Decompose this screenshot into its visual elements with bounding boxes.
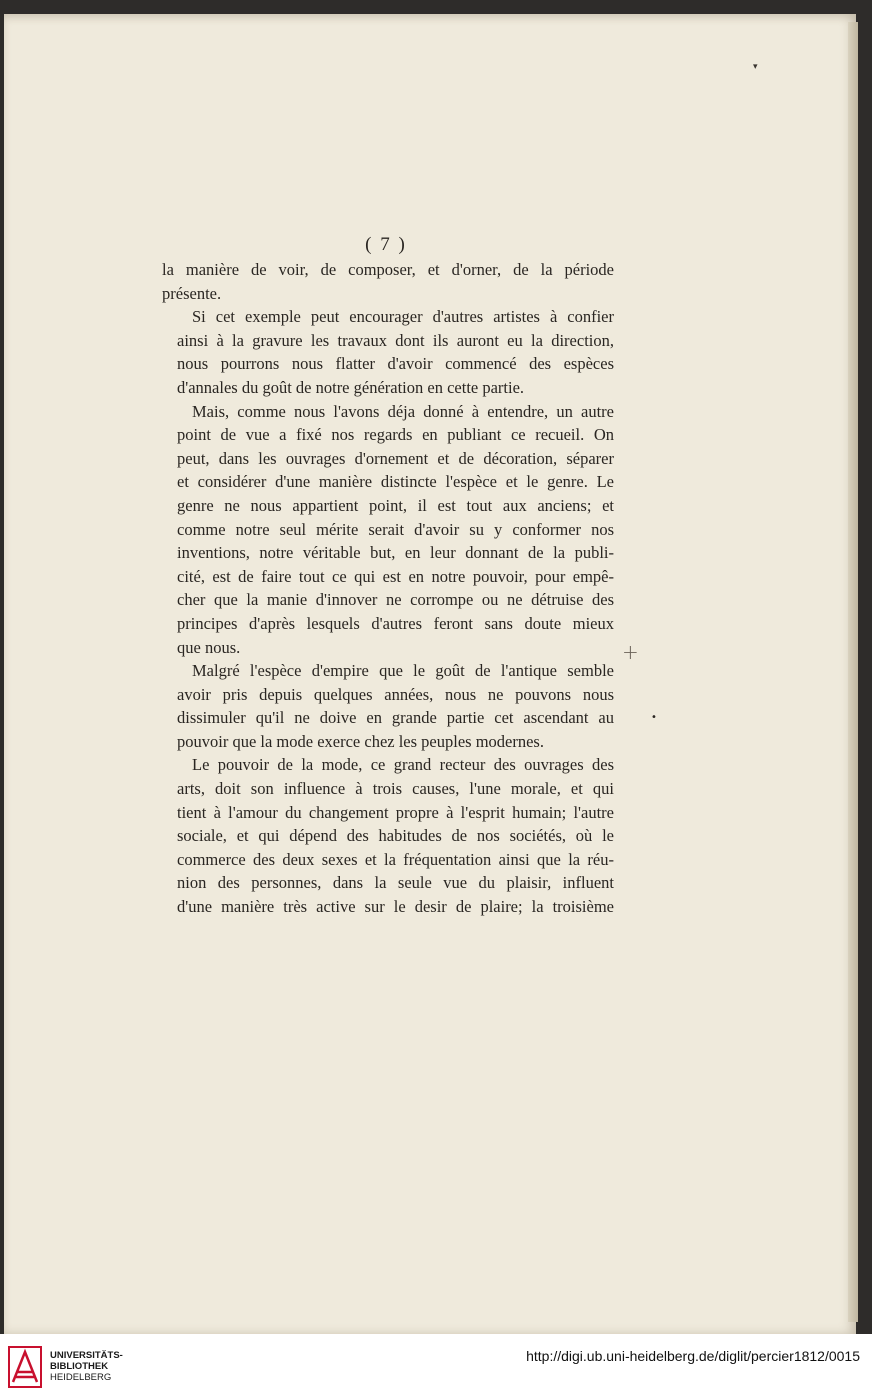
text-line: nous pourrons nous flatter d'avoir commencé des espèces xyxy=(177,354,614,374)
text-line: d'une manière très active sur le desir de plaire; la troisième xyxy=(177,897,614,917)
text-line: que nous. xyxy=(177,637,241,657)
text-line: nion des personnes, dans la seule vue du plaisir, influent xyxy=(177,873,614,893)
text-line: dissimuler qu'il ne doive en grande partie cet ascendant au xyxy=(177,708,614,728)
margin-cross-mark: + xyxy=(622,640,639,664)
body-text xyxy=(162,258,614,919)
page-edge xyxy=(848,22,858,1322)
library-name-line-1: UNIVERSITÄTS- xyxy=(50,1350,123,1361)
text-line: Malgré l'espèce d'empire que le goût de l'antique semble xyxy=(192,661,614,681)
library-name xyxy=(50,1350,123,1383)
source-url-link[interactable]: http://digi.ub.uni-heidelberg.de/diglit/percier1812/0015 xyxy=(526,1348,860,1364)
text-line: et considérer d'une manière distincte l'espèce et le genre. Le xyxy=(177,472,614,492)
paragraph-3 xyxy=(162,400,614,660)
text-line: principes d'après lesquels d'autres feront sans doute mieux xyxy=(177,613,614,633)
margin-tick-mark: ▾ xyxy=(753,62,758,72)
text-line: arts, doit son influence à trois causes, l'une morale, et qui xyxy=(177,779,614,799)
text-line: cité, est de faire tout ce qui est en notre pouvoir, pour empê- xyxy=(177,566,614,586)
paragraph-2 xyxy=(162,305,614,399)
text-line: Le pouvoir de la mode, ce grand recteur des ouvrages des xyxy=(192,755,614,775)
text-line: ainsi à la gravure les travaux dont ils auront eu la direction, xyxy=(177,330,614,350)
text-line: pouvoir que la mode exerce chez les peuples modernes. xyxy=(177,731,544,751)
text-line: genre ne nous appartient point, il est tout aux anciens; et xyxy=(177,495,614,515)
footer-bar xyxy=(0,1334,872,1398)
text-line: sociale, et qui dépend des habitudes de nos sociétés, où le xyxy=(177,826,614,846)
paragraph-5 xyxy=(162,753,614,918)
text-line: inventions, notre véritable but, en leur donnant de la publi- xyxy=(177,543,614,563)
text-line: Mais, comme nous l'avons déja donné à entendre, un autre xyxy=(192,401,614,421)
library-name-line-3: HEIDELBERG xyxy=(50,1372,112,1383)
margin-dot-mark: • xyxy=(651,712,657,723)
page-number: ( 7 ) xyxy=(365,234,407,255)
text-line: tient à l'amour du changement propre à l'esprit humain; l'autre xyxy=(177,802,614,822)
paragraph-4 xyxy=(162,659,614,753)
text-line: la manière de voir, de composer, et d'orner, de la période xyxy=(162,260,614,279)
library-name-line-2: BIBLIOTHEK xyxy=(50,1361,109,1372)
text-line: avoir pris depuis quelques années, nous ne pouvons nous xyxy=(177,684,614,704)
text-line: d'annales du goût de notre génération en cette partie. xyxy=(177,377,525,397)
text-line: présente. xyxy=(162,283,222,303)
paragraph-1 xyxy=(162,258,614,305)
text-line: commerce des deux sexes et la fréquentation ainsi que la réu- xyxy=(177,849,614,869)
text-line: cher que la manie d'innover ne corrompe ou ne détruise des xyxy=(177,590,614,610)
library-logo-icon xyxy=(8,1346,42,1388)
text-line: comme notre seul mérite serait d'avoir su y conformer nos xyxy=(177,519,614,539)
text-line: peut, dans les ouvrages d'ornement et de décoration, séparer xyxy=(177,448,614,468)
text-line: Si cet exemple peut encourager d'autres artistes à confier xyxy=(192,307,614,327)
text-line: point de vue a fixé nos regards en publiant ce recueil. On xyxy=(177,425,614,445)
